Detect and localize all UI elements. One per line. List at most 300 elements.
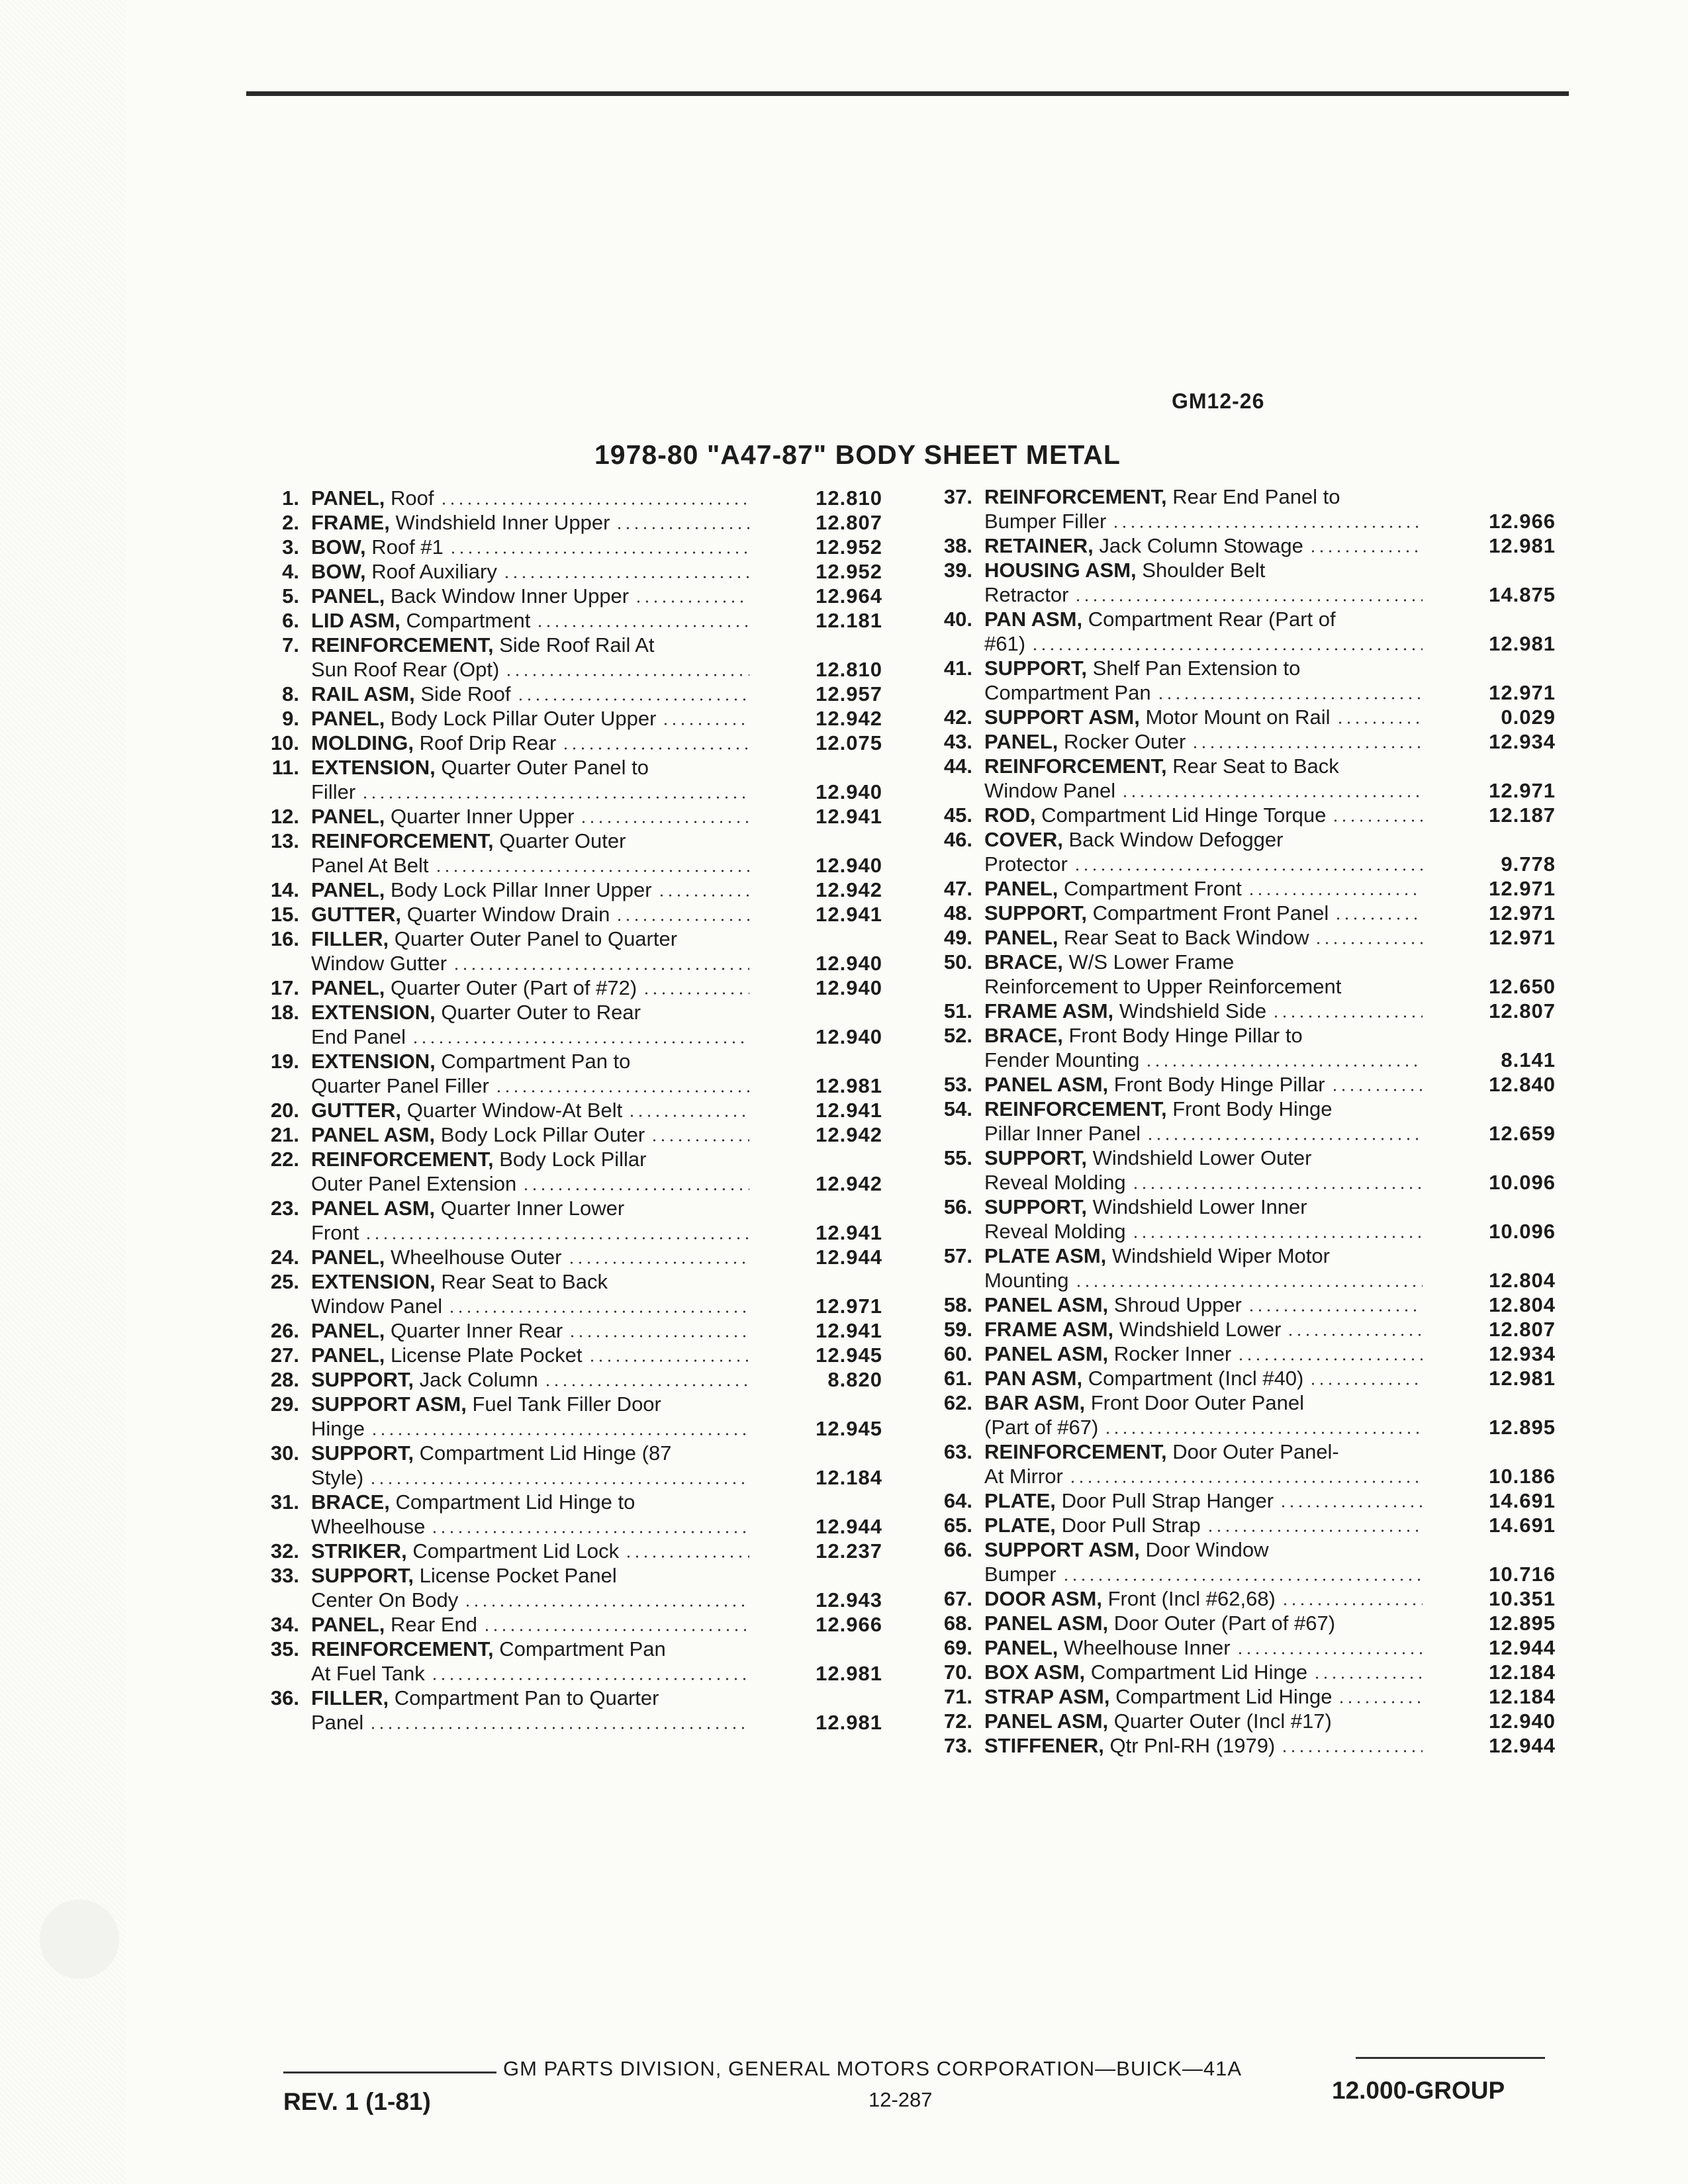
item-description-line bbox=[311, 657, 753, 682]
part-description: Quarter Inner Lower bbox=[440, 1197, 625, 1220]
group-number: 0.029 bbox=[1501, 705, 1556, 729]
dot-leader bbox=[543, 1384, 749, 1387]
group-number: 12.971 bbox=[816, 1295, 882, 1318]
item-number: 48. bbox=[943, 901, 972, 925]
item-number: 59. bbox=[943, 1318, 972, 1341]
group-number: 12.942 bbox=[816, 1123, 882, 1146]
part-keyword: PLATE ASM, bbox=[984, 1244, 1107, 1267]
part-keyword: PAN ASM, bbox=[984, 1367, 1083, 1390]
part-keyword: EXTENSION, bbox=[311, 1001, 436, 1024]
item-number: 31. bbox=[270, 1490, 299, 1514]
item-description-line bbox=[311, 510, 753, 535]
parts-list-item bbox=[257, 976, 882, 1000]
part-description: Front Body Hinge Pillar to bbox=[1068, 1024, 1303, 1047]
part-description: Compartment Lid Hinge bbox=[1115, 1685, 1333, 1708]
dot-leader bbox=[1103, 1432, 1423, 1434]
group-number: 12.971 bbox=[1489, 926, 1556, 949]
group-number: 12.181 bbox=[816, 609, 882, 632]
parts-list-item bbox=[257, 535, 882, 559]
group-number: 12.184 bbox=[816, 1466, 882, 1489]
group-number: 12.895 bbox=[1489, 1416, 1556, 1439]
part-keyword: BAR ASM, bbox=[984, 1391, 1086, 1414]
part-description: Front Door Outer Panel bbox=[1090, 1391, 1304, 1414]
parts-list-item bbox=[257, 1000, 882, 1049]
item-description-line bbox=[984, 1195, 1427, 1219]
part-description: Body Lock Pillar Outer bbox=[440, 1123, 645, 1146]
part-description: License Pocket Panel bbox=[419, 1564, 617, 1587]
part-keyword: PANEL, bbox=[311, 805, 385, 828]
part-keyword: FILLER, bbox=[311, 927, 389, 950]
dot-leader bbox=[615, 527, 749, 529]
part-keyword: SUPPORT, bbox=[984, 657, 1088, 680]
item-description-line bbox=[311, 1539, 753, 1563]
parts-list-item bbox=[257, 706, 882, 731]
part-description: Quarter Outer Panel to bbox=[441, 756, 649, 779]
parts-list-item bbox=[930, 876, 1556, 901]
dot-leader bbox=[561, 747, 749, 750]
dot-leader bbox=[1331, 1089, 1423, 1091]
item-description-line bbox=[984, 1709, 1427, 1733]
dot-leader bbox=[430, 1531, 749, 1533]
item-description-line bbox=[311, 706, 753, 731]
part-description: Rear End Panel to bbox=[1172, 485, 1340, 508]
item-number: 23. bbox=[270, 1197, 299, 1220]
part-description: Quarter Inner Upper bbox=[391, 805, 575, 828]
part-keyword: PANEL ASM, bbox=[984, 1612, 1109, 1635]
part-keyword: FILLER, bbox=[311, 1686, 389, 1709]
parts-list-item bbox=[930, 1684, 1556, 1709]
part-keyword: DOOR ASM, bbox=[984, 1587, 1102, 1610]
part-description: Roof Drip Rear bbox=[419, 731, 557, 754]
part-keyword: REINFORCEMENT, bbox=[311, 1637, 494, 1661]
item-description-line bbox=[311, 1220, 753, 1245]
item-description-line bbox=[984, 1586, 1427, 1611]
item-number: 51. bbox=[943, 999, 972, 1023]
group-number: 12.810 bbox=[816, 486, 882, 510]
group-number: 12.945 bbox=[816, 1417, 882, 1440]
dot-leader bbox=[634, 600, 749, 603]
part-description: Compartment Front Panel bbox=[1092, 901, 1329, 925]
dot-leader bbox=[1314, 942, 1423, 944]
part-description: Protector bbox=[984, 852, 1068, 876]
item-number: 7. bbox=[282, 633, 299, 657]
part-description: Roof #1 bbox=[371, 535, 444, 559]
part-description: Sun Roof Rear (Opt) bbox=[311, 658, 500, 681]
item-description-line bbox=[311, 755, 753, 780]
item-description-line bbox=[311, 1147, 753, 1171]
item-number: 33. bbox=[270, 1564, 299, 1587]
item-description-line bbox=[984, 1464, 1427, 1488]
item-number: 65. bbox=[943, 1514, 972, 1537]
item-description-line bbox=[311, 976, 753, 1000]
parts-list-item bbox=[257, 1637, 882, 1686]
group-number: 12.075 bbox=[816, 731, 882, 754]
part-description: Compartment Lid Lock bbox=[412, 1539, 620, 1563]
parts-list-item bbox=[257, 1686, 882, 1735]
footer-rule-left bbox=[283, 2071, 496, 2073]
group-number: 12.944 bbox=[1489, 1734, 1556, 1757]
part-description: Body Lock Pillar Outer Upper bbox=[391, 707, 657, 730]
parts-list-item bbox=[257, 927, 882, 976]
parts-list-item bbox=[930, 754, 1556, 803]
part-description: Side Roof bbox=[420, 682, 511, 705]
part-description: Quarter Outer (Part of #72) bbox=[391, 976, 637, 999]
group-number: 12.941 bbox=[816, 805, 882, 828]
item-description-line bbox=[984, 1072, 1427, 1097]
group-number: 12.184 bbox=[1489, 1685, 1556, 1708]
item-description-line bbox=[311, 608, 753, 633]
parts-list-item bbox=[930, 1390, 1556, 1439]
item-description-line bbox=[984, 1537, 1427, 1562]
group-number: 12.940 bbox=[1489, 1709, 1556, 1733]
part-keyword: PANEL, bbox=[311, 878, 385, 901]
parts-list-item bbox=[257, 755, 882, 804]
item-description-line bbox=[311, 1392, 753, 1416]
item-description-line bbox=[311, 780, 753, 804]
parts-list-item bbox=[930, 729, 1556, 754]
dot-leader bbox=[1280, 1750, 1423, 1752]
group-number: 10.716 bbox=[1489, 1563, 1556, 1586]
item-description-line bbox=[311, 1588, 753, 1612]
part-keyword: PANEL ASM, bbox=[984, 1709, 1109, 1733]
item-number: 47. bbox=[943, 877, 972, 900]
item-description-line bbox=[984, 1121, 1427, 1146]
parts-list-item bbox=[257, 1343, 882, 1367]
item-description-line bbox=[311, 633, 753, 657]
part-keyword: PANEL ASM, bbox=[311, 1123, 436, 1146]
part-description: Quarter Window-At Belt bbox=[406, 1099, 623, 1122]
group-number: 8.141 bbox=[1501, 1048, 1556, 1071]
item-number: 32. bbox=[270, 1539, 299, 1563]
group-number: 12.940 bbox=[816, 780, 882, 803]
part-keyword: STIFFENER, bbox=[984, 1734, 1104, 1757]
dot-leader bbox=[364, 1237, 749, 1240]
item-number: 44. bbox=[943, 754, 972, 778]
item-description-line bbox=[311, 1024, 753, 1049]
group-number: 12.940 bbox=[816, 854, 882, 877]
part-description: Door Window bbox=[1145, 1538, 1269, 1561]
part-description: (Part of #67) bbox=[984, 1416, 1099, 1439]
part-keyword: PANEL ASM, bbox=[984, 1073, 1109, 1096]
dot-leader bbox=[1206, 1529, 1423, 1532]
item-number: 50. bbox=[943, 950, 972, 974]
parts-list-item bbox=[257, 804, 882, 829]
part-description: Compartment Pan to Quarter bbox=[394, 1686, 659, 1709]
item-description-line bbox=[311, 1661, 753, 1686]
footer-rule-right bbox=[1356, 2057, 1545, 2059]
dot-leader bbox=[1334, 917, 1423, 920]
dot-leader bbox=[1062, 1578, 1423, 1581]
item-description-line bbox=[311, 1000, 753, 1024]
group-number: 12.964 bbox=[816, 584, 882, 608]
group-number: 12.942 bbox=[816, 707, 882, 730]
part-description: Mounting bbox=[984, 1269, 1069, 1292]
parts-list-item bbox=[930, 1342, 1556, 1366]
part-keyword: SUPPORT ASM, bbox=[311, 1392, 467, 1416]
part-description: Window Gutter bbox=[311, 952, 447, 975]
item-number: 69. bbox=[943, 1636, 972, 1659]
parts-list-item bbox=[257, 731, 882, 755]
parts-list-item bbox=[930, 1513, 1556, 1537]
dot-leader bbox=[1313, 1676, 1423, 1679]
parts-list-item bbox=[257, 902, 882, 927]
part-description: Roof Auxiliary bbox=[371, 560, 497, 583]
item-number: 37. bbox=[943, 485, 972, 508]
dot-leader bbox=[369, 1727, 749, 1729]
dot-leader bbox=[579, 821, 749, 823]
item-description-line bbox=[984, 533, 1427, 558]
part-keyword: REINFORCEMENT, bbox=[984, 1097, 1167, 1120]
part-description: Compartment Pan bbox=[499, 1637, 666, 1661]
item-number: 42. bbox=[943, 705, 972, 729]
part-description: Quarter Outer (Incl #17) bbox=[1113, 1709, 1332, 1733]
item-description-line bbox=[984, 1317, 1427, 1342]
part-description: Outer Panel Extension bbox=[311, 1172, 517, 1195]
part-keyword: SUPPORT ASM, bbox=[984, 705, 1140, 729]
part-description: Door Outer Panel- bbox=[1172, 1440, 1339, 1463]
item-number: 10. bbox=[270, 731, 299, 754]
item-description-line bbox=[984, 1488, 1427, 1513]
parts-list-item bbox=[930, 1537, 1556, 1586]
item-number: 6. bbox=[282, 609, 299, 632]
part-description: Front bbox=[311, 1221, 359, 1244]
item-description-line bbox=[311, 1563, 753, 1588]
item-number: 30. bbox=[270, 1441, 299, 1465]
part-keyword: PANEL ASM, bbox=[984, 1342, 1109, 1365]
item-description-line bbox=[311, 1441, 753, 1465]
dot-leader bbox=[447, 1310, 749, 1313]
part-keyword: COVER, bbox=[984, 828, 1063, 851]
part-description: Rocker Inner bbox=[1113, 1342, 1232, 1365]
item-number: 66. bbox=[943, 1538, 972, 1561]
group-number: 10.351 bbox=[1489, 1587, 1556, 1610]
part-keyword: FRAME ASM, bbox=[984, 999, 1114, 1023]
part-description: Roof bbox=[391, 486, 434, 510]
part-description: Shroud Upper bbox=[1113, 1293, 1242, 1316]
item-number: 64. bbox=[943, 1489, 972, 1512]
item-number: 2. bbox=[282, 511, 299, 534]
part-keyword: SUPPORT, bbox=[311, 1368, 414, 1391]
part-description: Back Window Inner Upper bbox=[391, 584, 630, 608]
parts-list-item bbox=[930, 533, 1556, 558]
group-number: 12.944 bbox=[1489, 1636, 1556, 1659]
part-description: Compartment Front bbox=[1064, 877, 1242, 900]
item-description-line bbox=[984, 1513, 1427, 1537]
item-description-line bbox=[984, 607, 1427, 631]
part-keyword: BRACE, bbox=[311, 1490, 390, 1514]
item-description-line bbox=[311, 1367, 753, 1392]
dot-leader bbox=[1286, 1334, 1423, 1336]
part-description: Compartment Lid Hinge to bbox=[395, 1490, 635, 1514]
part-description: Side Roof Rail At bbox=[499, 633, 655, 657]
part-keyword: ROD, bbox=[984, 803, 1036, 827]
group-number: 12.804 bbox=[1489, 1293, 1556, 1316]
item-number: 8. bbox=[282, 682, 299, 705]
part-description: At Mirror bbox=[984, 1465, 1063, 1488]
item-description-line bbox=[311, 804, 753, 829]
parts-list-item bbox=[930, 656, 1556, 705]
item-description-line bbox=[984, 558, 1427, 582]
group-number: 10.186 bbox=[1489, 1465, 1556, 1488]
dot-leader bbox=[1247, 893, 1423, 895]
part-description: Hinge bbox=[311, 1417, 365, 1440]
part-keyword: RAIL ASM, bbox=[311, 682, 415, 705]
part-description: Qtr Pnl-RH (1979) bbox=[1109, 1734, 1276, 1757]
parts-list-item bbox=[257, 1122, 882, 1147]
part-description: Body Lock Pillar bbox=[499, 1148, 647, 1171]
group-number: 12.944 bbox=[816, 1515, 882, 1538]
part-description: Windshield Inner Upper bbox=[395, 511, 610, 534]
parts-list-item bbox=[930, 1293, 1556, 1317]
part-keyword: HOUSING ASM, bbox=[984, 559, 1137, 582]
part-keyword: PANEL, bbox=[984, 1636, 1058, 1659]
part-description: Compartment bbox=[406, 609, 531, 632]
item-number: 72. bbox=[943, 1709, 972, 1733]
part-description: Door Pull Strap bbox=[1061, 1514, 1201, 1537]
item-description-line bbox=[984, 876, 1427, 901]
part-description: Front Body Hinge Pillar bbox=[1113, 1073, 1325, 1096]
group-number: 12.966 bbox=[816, 1613, 882, 1636]
group-number: 12.659 bbox=[1489, 1122, 1556, 1145]
parts-list-item bbox=[930, 1072, 1556, 1097]
item-description-line bbox=[984, 631, 1427, 656]
item-description-line bbox=[311, 731, 753, 755]
part-description: Compartment Rear (Part of bbox=[1088, 608, 1336, 631]
item-description-line bbox=[311, 1612, 753, 1637]
part-description: Rear Seat to Back bbox=[441, 1270, 608, 1293]
item-description-line bbox=[311, 1269, 753, 1294]
group-number: 12.940 bbox=[816, 1025, 882, 1048]
part-keyword: MOLDING, bbox=[311, 731, 414, 754]
part-description: Compartment Pan to bbox=[441, 1050, 631, 1073]
parts-list-item bbox=[930, 1366, 1556, 1390]
parts-list-item bbox=[257, 682, 882, 706]
dot-leader bbox=[516, 698, 750, 701]
item-number: 55. bbox=[943, 1146, 972, 1169]
dot-leader bbox=[440, 502, 750, 505]
dot-leader bbox=[588, 1359, 749, 1362]
item-description-line bbox=[311, 535, 753, 559]
item-description-line bbox=[311, 1049, 753, 1073]
group-number: 12.941 bbox=[816, 1099, 882, 1122]
part-keyword: SUPPORT, bbox=[984, 1195, 1088, 1218]
item-description-line bbox=[311, 878, 753, 902]
item-number: 27. bbox=[270, 1343, 299, 1367]
dot-leader bbox=[1121, 795, 1423, 797]
part-description: Quarter Outer to Rear bbox=[441, 1001, 641, 1024]
part-keyword: EXTENSION, bbox=[311, 756, 436, 779]
group-number: 12.943 bbox=[816, 1588, 882, 1612]
item-description-line bbox=[984, 1611, 1427, 1635]
item-description-line bbox=[311, 1196, 753, 1220]
part-keyword: PANEL, bbox=[311, 1613, 385, 1636]
part-description: Shelf Pan Extension to bbox=[1092, 657, 1301, 680]
part-description: Quarter Inner Rear bbox=[391, 1319, 563, 1342]
item-number: 3. bbox=[282, 535, 299, 559]
item-number: 15. bbox=[270, 903, 299, 926]
parts-list-item bbox=[257, 1441, 882, 1490]
parts-list-item bbox=[930, 999, 1556, 1023]
part-description: Quarter Outer bbox=[499, 829, 626, 852]
item-description-line bbox=[984, 1146, 1427, 1170]
dot-leader bbox=[1074, 1285, 1423, 1287]
item-number: 40. bbox=[943, 608, 972, 631]
part-description: Windshield Side bbox=[1119, 999, 1267, 1023]
item-description-line bbox=[311, 1637, 753, 1661]
part-keyword: PLATE, bbox=[984, 1489, 1056, 1512]
item-number: 63. bbox=[943, 1440, 972, 1463]
dot-leader bbox=[1074, 599, 1423, 602]
part-description: Body Lock Pillar Inner Upper bbox=[391, 878, 652, 901]
item-number: 11. bbox=[271, 756, 299, 779]
item-number: 67. bbox=[943, 1587, 972, 1610]
parts-list-item bbox=[257, 633, 882, 682]
group-number: 12.952 bbox=[816, 560, 882, 583]
group-number: 12.650 bbox=[1489, 975, 1556, 998]
revision-label: REV. 1 (1-81) bbox=[283, 2088, 431, 2115]
part-description: Compartment (Incl #40) bbox=[1088, 1367, 1304, 1390]
dot-leader bbox=[567, 1261, 750, 1264]
part-description: Center On Body bbox=[311, 1588, 459, 1612]
item-description-line bbox=[311, 1416, 753, 1441]
part-keyword: REINFORCEMENT, bbox=[984, 754, 1167, 778]
parts-list-item bbox=[930, 484, 1556, 533]
group-number: 12.934 bbox=[1489, 730, 1556, 753]
part-description: #61) bbox=[984, 632, 1026, 655]
group-number: 12.807 bbox=[1489, 999, 1556, 1023]
parts-list-item bbox=[930, 1611, 1556, 1635]
dot-leader bbox=[650, 1139, 749, 1142]
item-description-line bbox=[984, 729, 1427, 754]
part-description: Compartment Lid Hinge Torque bbox=[1041, 803, 1327, 827]
item-description-line bbox=[984, 1342, 1427, 1366]
item-description-line bbox=[984, 901, 1427, 925]
group-number: 12.807 bbox=[1489, 1318, 1556, 1341]
item-number: 53. bbox=[943, 1073, 972, 1096]
item-description-line bbox=[984, 754, 1427, 778]
group-number: 12.895 bbox=[1489, 1612, 1556, 1635]
item-description-line bbox=[984, 950, 1427, 974]
part-keyword: REINFORCEMENT, bbox=[311, 1148, 494, 1171]
dot-leader bbox=[502, 576, 749, 578]
dot-leader bbox=[1111, 525, 1423, 528]
item-description-line bbox=[984, 1244, 1427, 1268]
item-number: 73. bbox=[943, 1734, 972, 1757]
parts-list-item bbox=[257, 1245, 882, 1269]
parts-list-item bbox=[930, 1660, 1556, 1684]
part-description: Compartment Lid Hinge bbox=[1090, 1661, 1308, 1684]
scan-edge-texture bbox=[0, 0, 126, 2184]
part-keyword: LID ASM, bbox=[311, 609, 400, 632]
parts-list-item bbox=[257, 1147, 882, 1196]
parts-list-item bbox=[930, 1023, 1556, 1072]
parts-list-item bbox=[930, 1488, 1556, 1513]
item-number: 62. bbox=[943, 1391, 972, 1414]
item-description-line bbox=[984, 484, 1427, 509]
item-number: 52. bbox=[943, 1024, 972, 1047]
part-description: Windshield Wiper Motor bbox=[1111, 1244, 1330, 1267]
item-number: 1. bbox=[282, 486, 299, 510]
item-number: 4. bbox=[282, 560, 299, 583]
group-number: 14.875 bbox=[1489, 583, 1556, 606]
parts-list-right-column bbox=[930, 484, 1556, 1758]
group-number: 12.807 bbox=[816, 511, 882, 534]
item-description-line bbox=[984, 1733, 1427, 1758]
dot-leader bbox=[1131, 1187, 1423, 1189]
item-description-line bbox=[311, 486, 753, 510]
item-number: 35. bbox=[270, 1637, 299, 1661]
item-description-line bbox=[984, 1097, 1427, 1121]
